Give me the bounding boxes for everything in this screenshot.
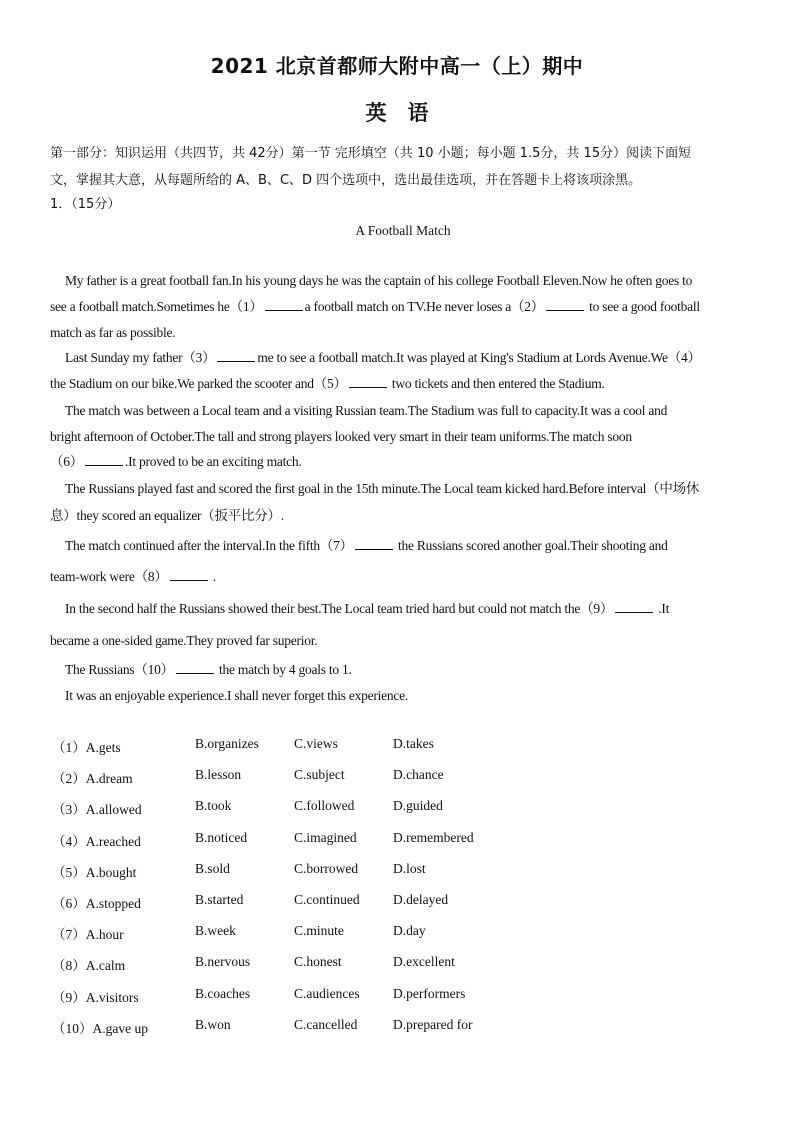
option-c: C.honest xyxy=(294,954,342,970)
paragraph-text: 息）they scored an equalizer（扳平比分）. xyxy=(50,508,284,523)
paragraph-text: see a football match.Sometimes he（1） xyxy=(50,299,263,314)
option-a: （9）A.visitors xyxy=(52,989,139,1005)
option-d: D.remembered xyxy=(393,829,474,845)
option-row xyxy=(52,1017,552,1048)
paragraph-text: the match by 4 goals to 1. xyxy=(219,662,352,677)
paragraph-text: （6） xyxy=(50,454,83,469)
option-b: B.coaches xyxy=(195,985,251,1001)
option-a: （1）A.gets xyxy=(52,740,121,755)
passage-paragraph-4 xyxy=(50,475,755,529)
option-b: B.started xyxy=(195,891,244,907)
option-d: D.lost xyxy=(393,860,426,876)
paragraph-text: .It proved to be an exciting match. xyxy=(125,454,302,469)
paragraph-text: .It xyxy=(658,601,670,616)
option-row xyxy=(52,986,552,1017)
option-row xyxy=(52,830,552,861)
option-a: （5）A.bought xyxy=(52,864,137,880)
option-d: D.prepared for xyxy=(393,1016,473,1032)
paragraph-text: became a one-sided game.They proved far superior. xyxy=(50,633,318,648)
answer-blank-6 xyxy=(85,454,123,466)
paragraph-text: a football match on TV.He never loses a（2） xyxy=(304,299,545,314)
option-b: B.organizes xyxy=(195,736,259,751)
exam-title: 2021 北京首都师大附中高一（上）期中 xyxy=(210,54,584,78)
option-a: （3）A.allowed xyxy=(52,802,142,818)
option-b: B.nervous xyxy=(195,954,251,970)
option-a: （2）A.dream xyxy=(52,771,133,787)
option-b: B.lesson xyxy=(195,767,242,783)
option-b: B.week xyxy=(195,923,236,939)
option-row xyxy=(52,798,552,829)
answer-blank-2 xyxy=(546,299,584,311)
option-c: C.audiences xyxy=(294,985,360,1001)
answer-blank-3 xyxy=(217,350,255,362)
passage-title: A Football Match xyxy=(355,223,451,238)
paragraph-text: The Russians played fast and scored the first goal in the 15th minute.The Local team kicked hard.Before interval（中场休 xyxy=(65,481,700,496)
option-row xyxy=(52,892,552,923)
option-row xyxy=(52,861,552,892)
paragraph-text: My father is a great football fan.In his young days he was the captain of his college Football Eleven.Now he often goes to xyxy=(65,273,693,288)
passage-paragraph-2 xyxy=(50,345,755,397)
answer-options xyxy=(52,736,552,1048)
option-d: D.performers xyxy=(393,985,466,1001)
instructions-line-1: 第一部分：知识运用（共四节，共 42分）第一节 完形填空（共 10 小题；每小题 1.5分，共 15分）阅读下面短 xyxy=(50,146,692,161)
option-b: B.won xyxy=(195,1016,231,1032)
passage-paragraph-5 xyxy=(50,530,755,592)
paragraph-text: In the second half the Russians showed their best.The Local team tried hard but could not match the（9） xyxy=(65,601,614,616)
option-c: C.cancelled xyxy=(294,1016,358,1032)
paragraph-text: The match continued after the interval.In the fifth（7） xyxy=(65,538,353,553)
option-c: C.minute xyxy=(294,923,344,939)
paragraph-text: It was an enjoyable experience.I shall never forget this experience. xyxy=(65,688,408,703)
option-b: B.sold xyxy=(195,860,230,876)
passage-paragraph-7 xyxy=(50,657,755,709)
instructions-line-2: 文，掌握其大意，从每题所给的 A、B、C、D 四个选项中，选出最佳选项，并在答题卡上将该项涂黑。 xyxy=(50,173,642,188)
option-d: D.chance xyxy=(393,767,444,783)
option-d: D.excellent xyxy=(393,954,455,970)
passage-paragraph-3 xyxy=(50,398,755,475)
subject-title: 英 语 xyxy=(365,101,429,125)
paragraph-text: Last Sunday my father（3） xyxy=(65,350,216,365)
option-row xyxy=(52,954,552,985)
answer-blank-7 xyxy=(355,538,393,550)
paragraph-text: bright afternoon of October.The tall and strong players looked very smart in their team uniforms.The match soon xyxy=(50,428,632,444)
option-d: D.takes xyxy=(393,736,434,751)
paragraph-text: me to see a football match.It was played at King's Stadium at Lords Avenue.We（4） xyxy=(257,350,701,365)
option-d: D.delayed xyxy=(393,891,449,907)
option-c: C.imagined xyxy=(294,829,357,845)
option-a: （7）A.hour xyxy=(52,927,124,943)
passage-paragraph-6 xyxy=(50,593,755,657)
answer-blank-8 xyxy=(170,569,208,581)
answer-blank-5 xyxy=(349,376,387,388)
question-number: 1．（15分） xyxy=(50,197,121,212)
option-d: D.day xyxy=(393,923,426,939)
option-c: C.subject xyxy=(294,767,345,783)
option-b: B.noticed xyxy=(195,829,248,845)
option-a: （4）A.reached xyxy=(52,833,141,849)
option-b: B.took xyxy=(195,798,232,814)
option-row xyxy=(52,767,552,798)
paragraph-text: . xyxy=(212,569,216,584)
answer-blank-9 xyxy=(615,601,653,613)
passage-paragraph-1 xyxy=(50,268,755,346)
paragraph-text: match as far as possible. xyxy=(50,325,176,340)
option-a: （8）A.calm xyxy=(52,958,126,974)
paragraph-text: to see a good football xyxy=(589,299,700,314)
paragraph-text: the Russians scored another goal.Their shooting and xyxy=(398,538,668,553)
option-a: （10）A.gave up xyxy=(52,1020,148,1036)
option-c: C.continued xyxy=(294,891,360,907)
answer-blank-10 xyxy=(176,662,214,674)
paragraph-text: The match was between a Local team and a visiting Russian team.The Stadium was full to capacity.It was a cool and xyxy=(65,403,668,418)
paragraph-text: The Russians（10） xyxy=(65,662,174,677)
answer-blank-1 xyxy=(265,299,303,311)
option-row xyxy=(52,923,552,954)
option-c: C.borrowed xyxy=(294,860,359,876)
option-d: D.guided xyxy=(393,798,443,814)
section-instructions xyxy=(50,140,750,194)
paragraph-text: two tickets and then entered the Stadium. xyxy=(391,376,605,391)
option-a: （6）A.stopped xyxy=(52,895,141,911)
paragraph-text: the Stadium on our bike.We parked the scooter and（5） xyxy=(50,376,347,391)
option-row xyxy=(52,736,552,767)
paragraph-text: team-work were（8） xyxy=(50,569,168,584)
option-c: C.views xyxy=(294,736,338,751)
option-c: C.followed xyxy=(294,798,355,814)
